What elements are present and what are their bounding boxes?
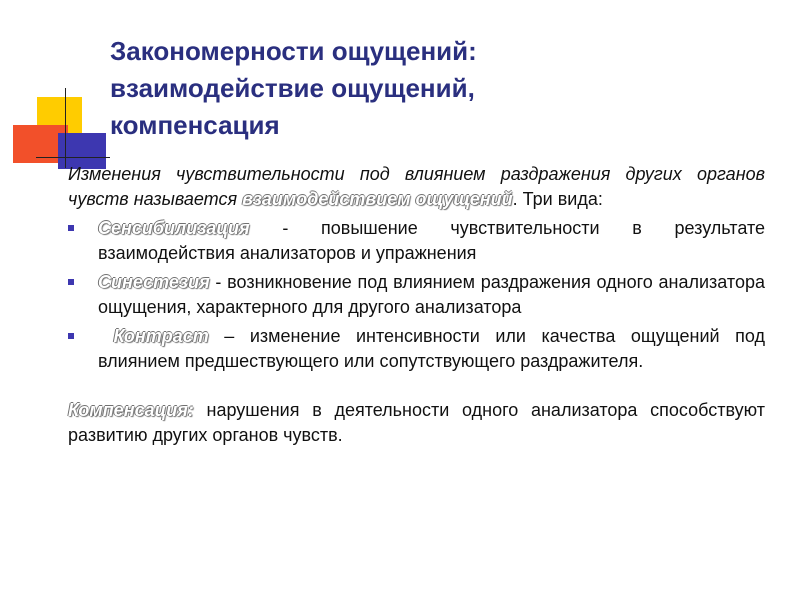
bullet-text: – изменение интенсивности или качества ощущений под влиянием предшествующего или сопутствующего раздражителя. [98,326,765,371]
bullet-list [68,216,765,374]
bullet-term: Контраст [113,326,209,346]
slide-title [110,33,710,144]
square-bullet-icon [68,225,74,231]
list-item [68,216,765,266]
square-bullet-icon [68,279,74,285]
vertical-line [65,88,66,168]
compensation-text: нарушения в деятельности одного анализатора способствуют развитию других органов чувств. [68,400,765,445]
list-item [68,324,765,374]
title-line-1: Закономерности ощущений: [110,36,477,66]
compensation-term: Компенсация: [68,400,194,420]
horizontal-line [36,157,110,158]
intro-text-a: Изменения чувствительности под влиянием раздражения других органов чувств называется [68,164,765,209]
bullet-term: Синестезия [98,272,210,292]
intro-term: взаимодействием ощущений [242,189,513,209]
bullet-text: - повышение чувствительности в результате взаимодействия анализаторов и упражнения [98,218,765,263]
bullet-term: Сенсибилизация [98,218,250,238]
intro-paragraph [68,162,765,212]
intro-text-b: . Три вида: [512,189,603,209]
list-item [68,270,765,320]
bullet-text: - возникновение под влиянием раздражения одного анализатора ощущения, характерного для другого анализатора [98,272,765,317]
title-line-3: компенсация [110,110,280,140]
square-bullet-icon [68,333,74,339]
compensation-paragraph [68,398,765,448]
slide-body [68,162,765,448]
title-line-2: взаимодействие ощущений, [110,73,475,103]
